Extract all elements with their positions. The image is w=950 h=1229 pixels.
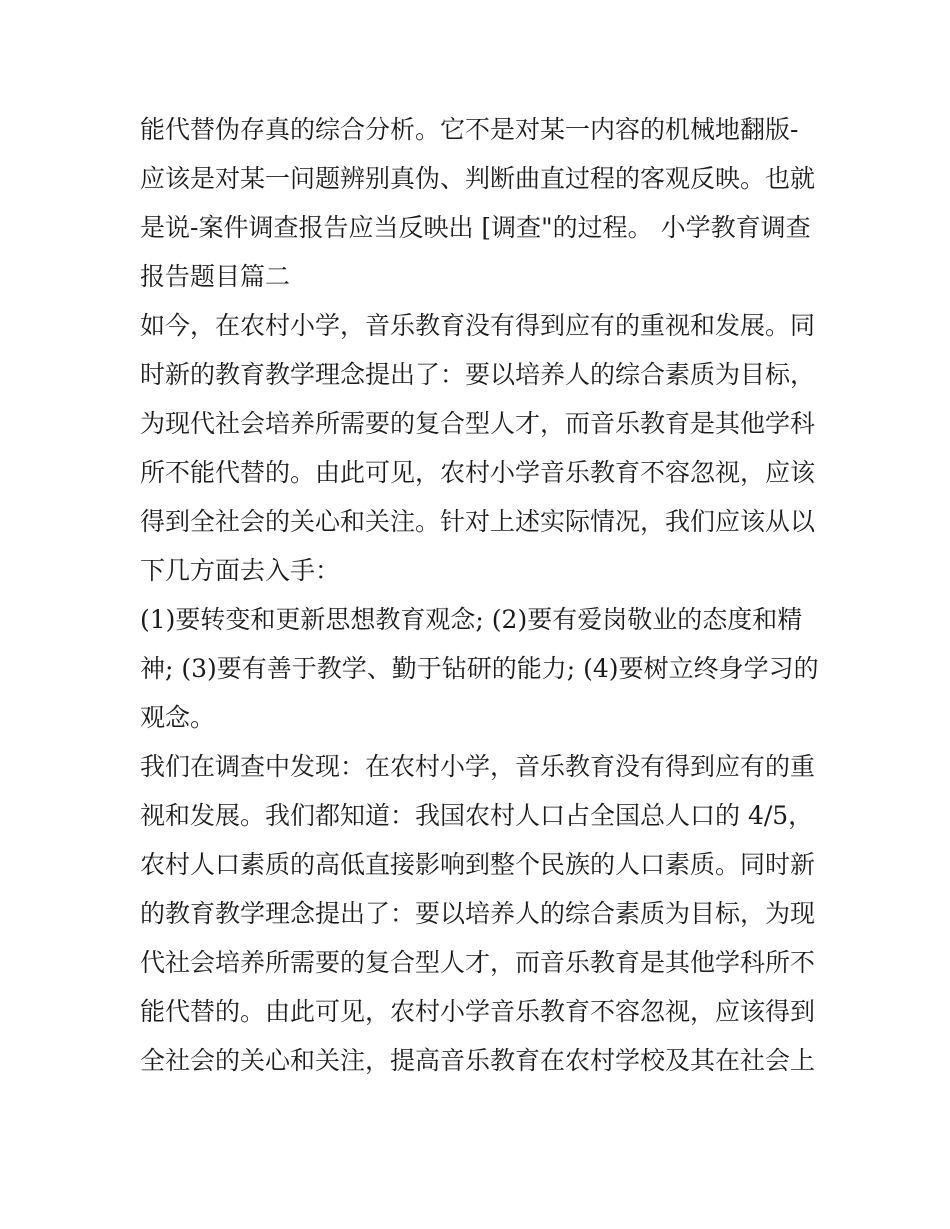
text-line: 全社会的关心和关注，提高音乐教育在农村学校及其在社会上 <box>140 1046 816 1075</box>
text-line: 是说-案件调查报告应当反映出 [调查"的过程。 小学教育调查 <box>140 213 811 242</box>
text-line: 神; (3)要有善于教学、勤于钻研的能力; (4)要树立终身学习的 <box>140 654 819 683</box>
text-line: 所不能代替的。由此可见，农村小学音乐教育不容忽视，应该 <box>140 458 816 487</box>
text-line: 我们在调查中发现：在农村小学，音乐教育没有得到应有的重 <box>140 752 816 781</box>
text-line: 农村人口素质的高低直接影响到整个民族的人口素质。同时新 <box>140 850 816 879</box>
body-text <box>140 105 820 1085</box>
text-line: 为现代社会培养所需要的复合型人才，而音乐教育是其他学科 <box>140 409 816 438</box>
text-line: (1)要转变和更新思想教育观念; (2)要有爱岗敬业的态度和精 <box>140 605 803 634</box>
text-line: 能代替伪存真的综合分析。它不是对某一内容的机械地翻版- <box>140 115 799 144</box>
text-line: 时新的教育教学理念提出了：要以培养人的综合素质为目标， <box>140 360 816 389</box>
text-line: 应该是对某一问题辨别真伪、判断曲直过程的客观反映。也就 <box>140 164 816 193</box>
text-line: 得到全社会的关心和关注。针对上述实际情况，我们应该从以 <box>140 507 816 536</box>
text-line: 下几方面去入手： <box>140 556 341 585</box>
text-line: 报告题目篇二 <box>140 262 291 291</box>
text-line: 如今，在农村小学，音乐教育没有得到应有的重视和发展。同 <box>140 311 816 340</box>
text-line: 的教育教学理念提出了：要以培养人的综合素质为目标，为现 <box>140 899 816 928</box>
text-line: 能代替的。由此可见，农村小学音乐教育不容忽视，应该得到 <box>140 997 816 1026</box>
text-line: 代社会培养所需要的复合型人才，而音乐教育是其他学科所不 <box>140 948 816 977</box>
text-line: 视和发展。我们都知道：我国农村人口占全国总人口的 4/5， <box>140 801 814 830</box>
text-line: 观念。 <box>140 703 216 732</box>
